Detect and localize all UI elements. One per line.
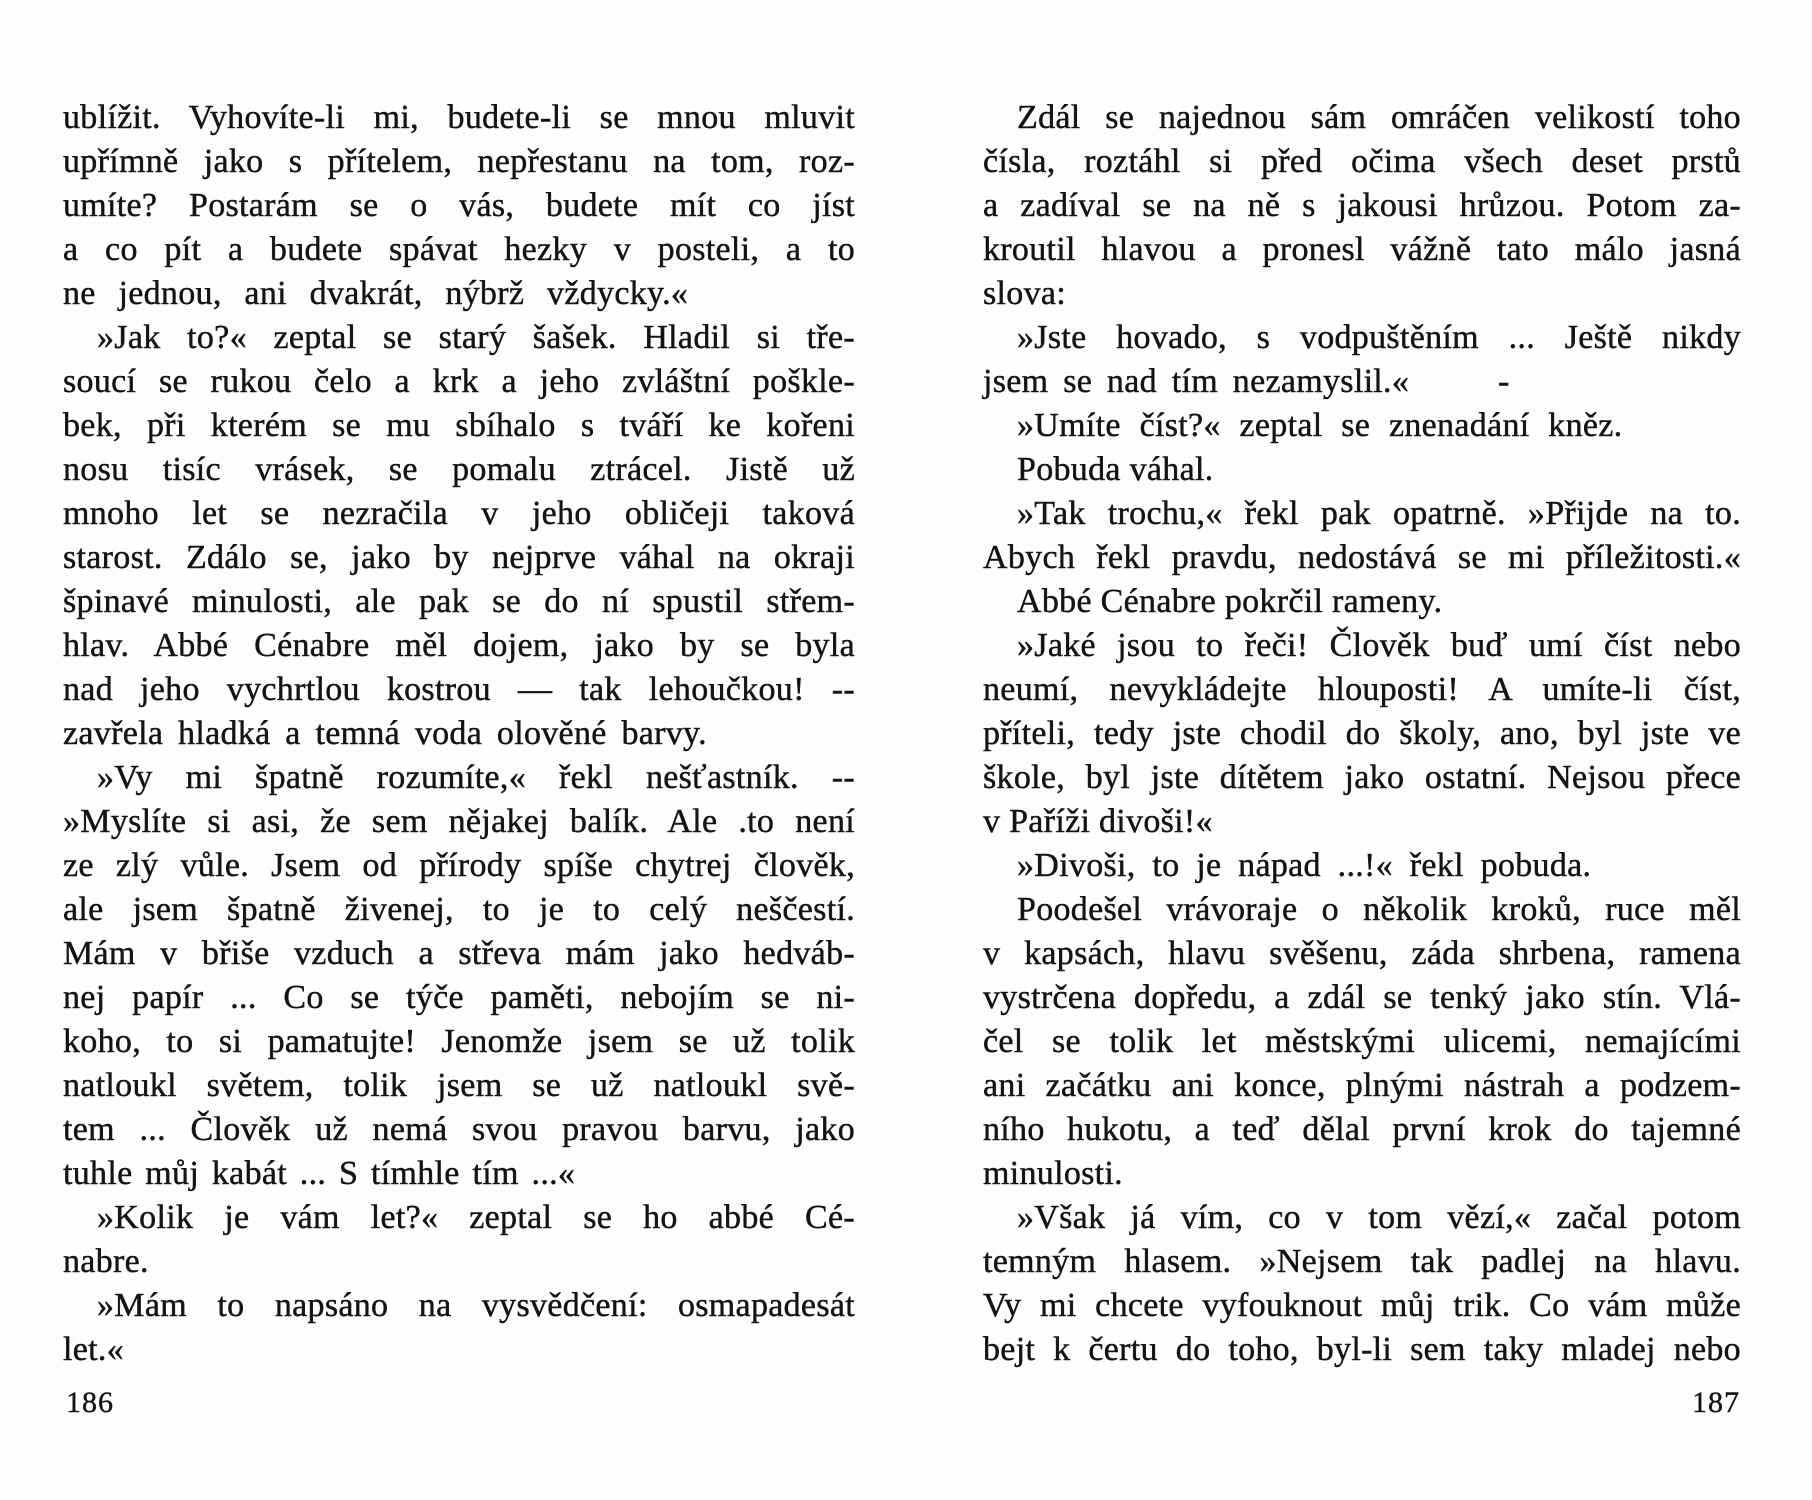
- page-number-right: 187: [1692, 1386, 1740, 1419]
- text-line: Pobuda váhal.: [1017, 451, 1214, 488]
- text-line: nabre.: [63, 1243, 149, 1280]
- text-line: Vy mi chcete vyfouknout můj trik. Co vám může: [983, 1287, 1741, 1324]
- text-line: »Umíte číst?« zeptal se znenadání kněz.: [1017, 407, 1623, 444]
- text-line: »Jaké jsou to řeči! Člověk buď umí číst nebo: [1017, 627, 1741, 664]
- text-line: »Kolik je vám let?« zeptal se ho abbé Cé-: [97, 1199, 855, 1236]
- text-line: soucí se rukou čelo a krk a jeho zvláštní poškle-: [63, 363, 855, 400]
- text-line: Poodešel vrávoraje o několik kroků, ruce měl: [1017, 891, 1741, 928]
- text-line: hlav. Abbé Cénabre měl dojem, jako by se byla: [63, 627, 855, 664]
- page-column-left: [63, 96, 855, 1372]
- text-line: ani začátku ani konce, plnými nástrah a podzem-: [983, 1067, 1741, 1104]
- text-line: slova:: [983, 275, 1067, 312]
- text-line: »Mám to napsáno na vysvědčení: osmapadesát: [97, 1287, 855, 1324]
- text-line: Abbé Cénabre pokrčil rameny.: [1017, 583, 1443, 620]
- text-line: jsem se nad tím nezamyslil.« -: [983, 363, 1510, 400]
- text-line: v kapsách, hlavu svěšenu, záda shrbena, ramena: [983, 935, 1741, 972]
- text-line: koho, to si pamatujte! Jenomže jsem se už tolik: [63, 1023, 855, 1060]
- text-line: bejt k čertu do toho, byl-li sem taky mladej nebo: [983, 1331, 1741, 1368]
- page-number-left: 186: [66, 1386, 114, 1419]
- text-line: vystrčena dopředu, a zdál se tenký jako stín. Vlá-: [983, 979, 1741, 1016]
- text-line: »Divoši, to je nápad ...!« řekl pobuda.: [1017, 847, 1592, 884]
- text-line: zavřela hladká a temná voda olověné barvy.: [63, 715, 707, 752]
- text-line: čísla, roztáhl si před očima všech deset prstů: [983, 143, 1741, 180]
- text-line: čel se tolik let městskými ulicemi, nemajícími: [983, 1023, 1741, 1060]
- text-line: tuhle můj kabát ... S tímhle tím ...«: [63, 1155, 576, 1192]
- text-line: nosu tisíc vrásek, se pomalu ztrácel. Jistě už: [63, 451, 855, 488]
- text-line: neumí, nevykládejte hlouposti! A umíte-li číst,: [983, 671, 1741, 708]
- text-line: ního hukotu, a teď dělal první krok do tajemné: [983, 1111, 1741, 1148]
- text-line: ze zlý vůle. Jsem od přírody spíše chytrej člověk,: [63, 847, 855, 884]
- text-line: minulosti.: [983, 1155, 1123, 1192]
- text-line: ale jsem špatně živenej, to je to celý neščestí.: [63, 891, 855, 928]
- text-line: kroutil hlavou a pronesl vážně tato málo jasná: [983, 231, 1741, 268]
- text-line: Zdál se najednou sám omráčen velikostí toho: [1017, 99, 1741, 136]
- text-line: »Tak trochu,« řekl pak opatrně. »Přijde na to.: [1017, 495, 1741, 532]
- text-line: let.«: [63, 1331, 124, 1368]
- text-line: »Jste hovado, s vodpuštěním ... Ještě nikdy: [1017, 319, 1741, 356]
- text-line: ne jednou, ani dvakrát, nýbrž vždycky.«: [63, 275, 689, 312]
- text-line: škole, byl jste dítětem jako ostatní. Nejsou přece: [983, 759, 1741, 796]
- text-line: bek, při kterém se mu sbíhalo s tváří ke kořeni: [63, 407, 855, 444]
- text-line: nad jeho vychrtlou kostrou — tak lehoučkou! --: [63, 671, 855, 708]
- text-line: »Však já vím, co v tom vězí,« začal potom: [1017, 1199, 1741, 1236]
- text-line: temným hlasem. »Nejsem tak padlej na hlavu.: [983, 1243, 1741, 1280]
- text-line: Abych řekl pravdu, nedostává se mi příležitosti.«: [983, 539, 1741, 576]
- text-line: tem ... Člověk už nemá svou pravou barvu, jako: [63, 1111, 855, 1148]
- text-line: ublížit. Vyhovíte-li mi, budete-li se mnou mluvit: [63, 99, 855, 136]
- text-line: nej papír ... Co se týče paměti, nebojím se ni-: [63, 979, 855, 1016]
- text-line: umíte? Postarám se o vás, budete mít co jíst: [63, 187, 855, 224]
- text-line: a zadíval se na ně s jakousi hrůzou. Potom za-: [983, 187, 1741, 224]
- text-line: mnoho let se nezračila v jeho obličeji taková: [63, 495, 855, 532]
- text-line: špinavé minulosti, ale pak se do ní spustil střem-: [63, 583, 855, 620]
- text-line: v Paříži divoši!«: [983, 803, 1213, 840]
- page-column-right: [983, 96, 1741, 1372]
- text-line: upřímně jako s přítelem, nepřestanu na tom, roz-: [63, 143, 855, 180]
- text-line: příteli, tedy jste chodil do školy, ano, byl jste ve: [983, 715, 1741, 752]
- text-line: »Vy mi špatně rozumíte,« řekl nešťastník. --: [97, 759, 855, 796]
- text-line: starost. Zdálo se, jako by nejprve váhal na okraji: [63, 539, 855, 576]
- text-line: »Jak to?« zeptal se starý šašek. Hladil si tře-: [97, 319, 855, 356]
- text-line: a co pít a budete spávat hezky v posteli, a to: [63, 231, 855, 268]
- text-line: »Myslíte si asi, že sem nějakej balík. Ale .to není: [63, 803, 855, 840]
- text-line: Mám v břiše vzduch a střeva mám jako hedváb-: [63, 935, 855, 972]
- text-line: natloukl světem, tolik jsem se už natloukl svě-: [63, 1067, 855, 1104]
